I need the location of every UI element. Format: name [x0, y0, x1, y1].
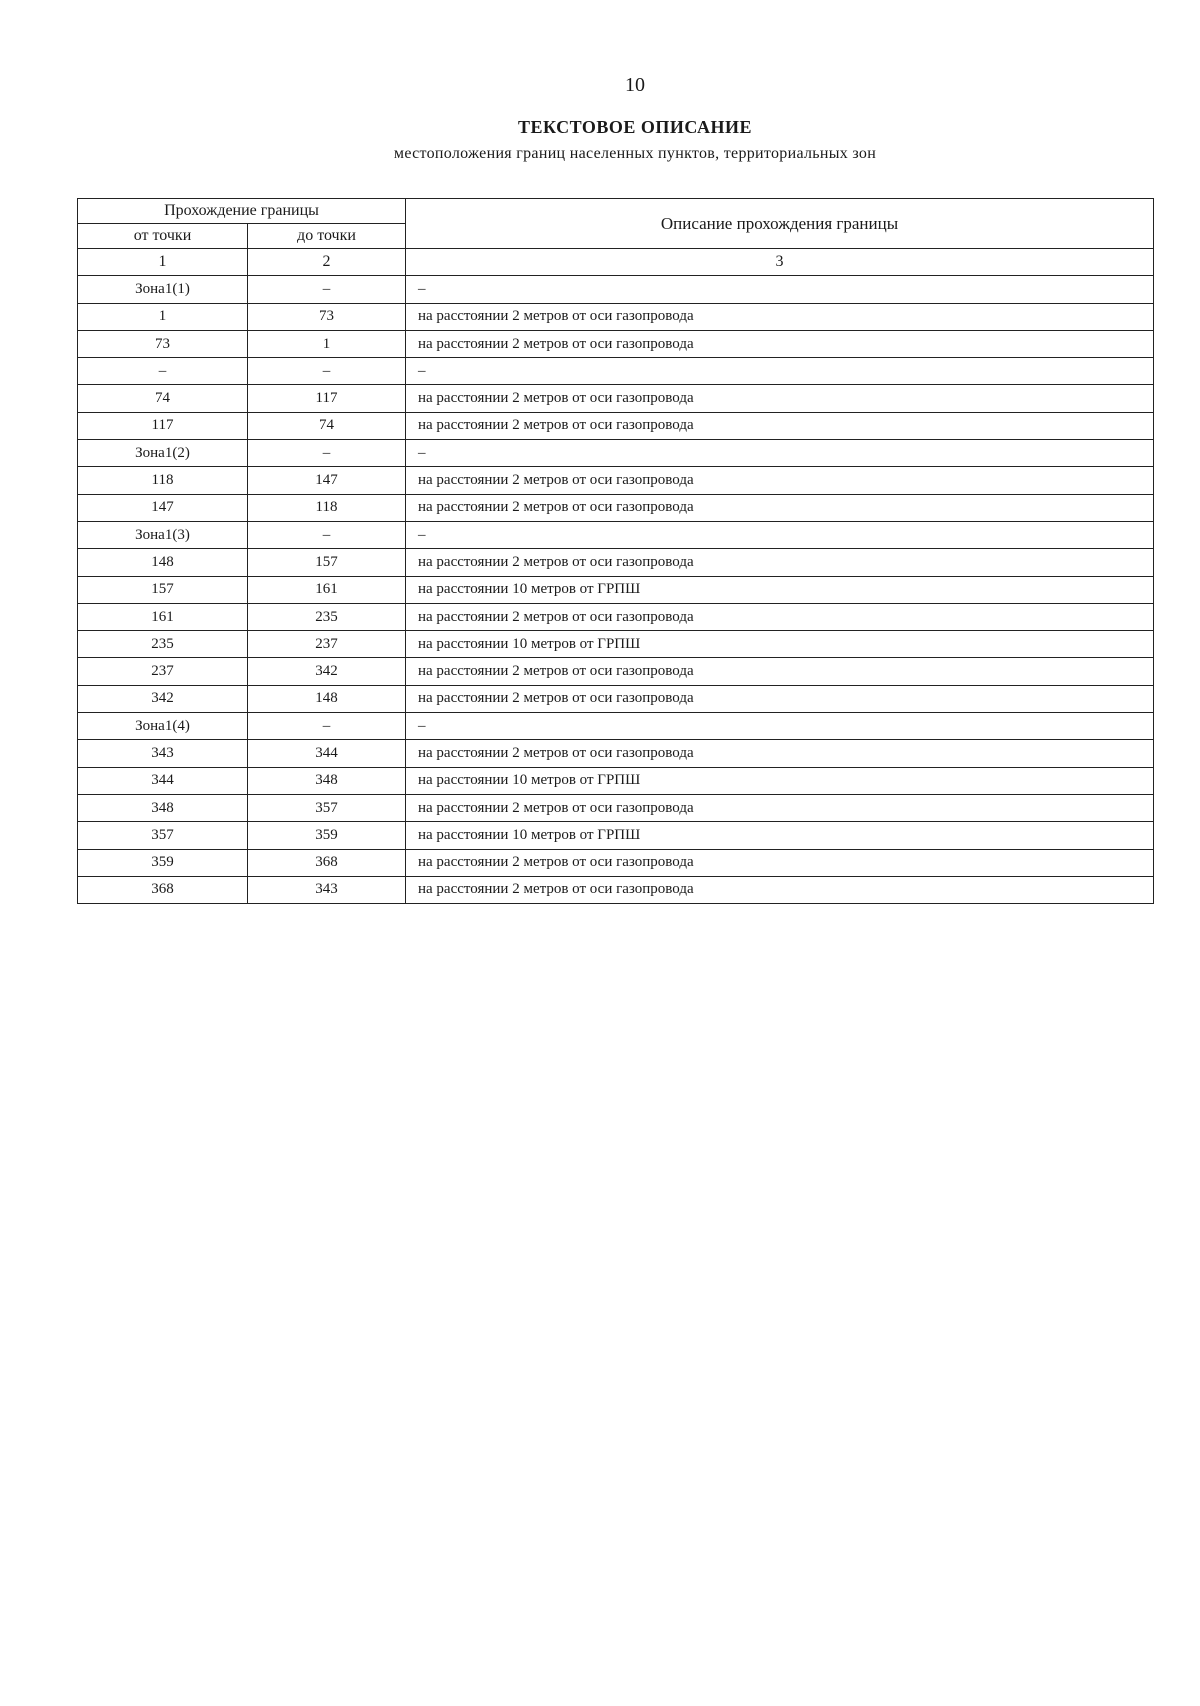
table-row [78, 494, 1154, 521]
document-title: ТЕКСТОВОЕ ОПИСАНИЕ [517, 117, 752, 137]
table-row [78, 576, 1154, 603]
cell-description: на расстоянии 2 метров от оси газопровода [406, 385, 1154, 412]
cell-to-point: 342 [248, 658, 406, 685]
cell-description: на расстоянии 2 метров от оси газопровода [406, 603, 1154, 630]
cell-description: – [406, 521, 1154, 548]
table-row [78, 467, 1154, 494]
cell-to-point: 1 [248, 330, 406, 357]
page-number: 10 [625, 74, 645, 96]
cell-to-point: 117 [248, 385, 406, 412]
header-boundary-description: Описание прохождения границы [406, 199, 1154, 249]
table-row [78, 276, 1154, 303]
cell-to-point: 161 [248, 576, 406, 603]
table-row [78, 549, 1154, 576]
cell-from-point: 237 [78, 658, 248, 685]
cell-from-point: Зона1(2) [78, 440, 248, 467]
table-row [78, 412, 1154, 439]
cell-to-point: 148 [248, 685, 406, 712]
cell-to-point: 237 [248, 631, 406, 658]
cell-from-point: 73 [78, 330, 248, 357]
cell-from-point: Зона1(4) [78, 713, 248, 740]
cell-description: на расстоянии 2 метров от оси газопровода [406, 740, 1154, 767]
cell-to-point: – [248, 713, 406, 740]
cell-description: на расстоянии 2 метров от оси газопровода [406, 658, 1154, 685]
table-row [78, 658, 1154, 685]
cell-description: на расстоянии 2 метров от оси газопровода [406, 330, 1154, 357]
cell-description: на расстоянии 2 метров от оси газопровода [406, 494, 1154, 521]
cell-from-point: 118 [78, 467, 248, 494]
column-number-3: 3 [406, 249, 1154, 276]
cell-from-point: 161 [78, 603, 248, 630]
cell-description: на расстоянии 10 метров от ГРПШ [406, 767, 1154, 794]
table-row [78, 330, 1154, 357]
cell-to-point: 348 [248, 767, 406, 794]
table-row [78, 767, 1154, 794]
table-row [78, 385, 1154, 412]
cell-to-point: 343 [248, 876, 406, 903]
table-row [78, 685, 1154, 712]
header-from-point: от точки [78, 224, 248, 249]
cell-to-point: 73 [248, 303, 406, 330]
cell-from-point: 344 [78, 767, 248, 794]
cell-from-point: 235 [78, 631, 248, 658]
cell-to-point: 157 [248, 549, 406, 576]
header-boundary-passage: Прохождение границы [78, 199, 406, 224]
cell-description: – [406, 358, 1154, 385]
cell-from-point: 74 [78, 385, 248, 412]
cell-to-point: 359 [248, 822, 406, 849]
cell-from-point: 1 [78, 303, 248, 330]
cell-to-point: 368 [248, 849, 406, 876]
table-row [78, 849, 1154, 876]
cell-from-point: 117 [78, 412, 248, 439]
cell-to-point: 344 [248, 740, 406, 767]
boundary-description-table [77, 198, 1154, 904]
table-body [78, 276, 1154, 904]
header-row-column-numbers [78, 249, 1154, 276]
header-row-group [78, 199, 1154, 224]
cell-description: на расстоянии 2 метров от оси газопровода [406, 794, 1154, 821]
cell-description: на расстоянии 2 метров от оси газопровода [406, 685, 1154, 712]
cell-from-point: 157 [78, 576, 248, 603]
cell-from-point: 147 [78, 494, 248, 521]
cell-description: – [406, 276, 1154, 303]
cell-description: на расстоянии 2 метров от оси газопровода [406, 876, 1154, 903]
cell-from-point: Зона1(3) [78, 521, 248, 548]
cell-to-point: – [248, 358, 406, 385]
cell-from-point: 343 [78, 740, 248, 767]
document-subtitle: местоположения границ населенных пунктов, территориальных зон [393, 145, 877, 162]
column-number-2: 2 [248, 249, 406, 276]
table-row [78, 876, 1154, 903]
cell-from-point: 342 [78, 685, 248, 712]
cell-to-point: 118 [248, 494, 406, 521]
cell-description: на расстоянии 10 метров от ГРПШ [406, 631, 1154, 658]
table-row [78, 794, 1154, 821]
table-row [78, 822, 1154, 849]
cell-to-point: 235 [248, 603, 406, 630]
cell-description: – [406, 713, 1154, 740]
table-row [78, 358, 1154, 385]
cell-from-point: 357 [78, 822, 248, 849]
cell-to-point: – [248, 440, 406, 467]
cell-to-point: 147 [248, 467, 406, 494]
table-row [78, 631, 1154, 658]
cell-from-point: 148 [78, 549, 248, 576]
cell-from-point: 359 [78, 849, 248, 876]
cell-description: на расстоянии 2 метров от оси газопровода [406, 549, 1154, 576]
cell-from-point: – [78, 358, 248, 385]
cell-description: на расстоянии 2 метров от оси газопровода [406, 467, 1154, 494]
table-row [78, 303, 1154, 330]
cell-description: на расстоянии 2 метров от оси газопровода [406, 303, 1154, 330]
cell-description: на расстоянии 10 метров от ГРПШ [406, 822, 1154, 849]
cell-to-point: 357 [248, 794, 406, 821]
header-to-point: до точки [248, 224, 406, 249]
cell-to-point: – [248, 521, 406, 548]
cell-description: на расстоянии 2 метров от оси газопровода [406, 849, 1154, 876]
table-row [78, 603, 1154, 630]
cell-to-point: – [248, 276, 406, 303]
cell-from-point: 348 [78, 794, 248, 821]
column-number-1: 1 [78, 249, 248, 276]
cell-from-point: 368 [78, 876, 248, 903]
cell-description: на расстоянии 2 метров от оси газопровода [406, 412, 1154, 439]
table-row [78, 440, 1154, 467]
table-row [78, 713, 1154, 740]
cell-to-point: 74 [248, 412, 406, 439]
cell-from-point: Зона1(1) [78, 276, 248, 303]
cell-description: – [406, 440, 1154, 467]
cell-description: на расстоянии 10 метров от ГРПШ [406, 576, 1154, 603]
table-row [78, 740, 1154, 767]
table-row [78, 521, 1154, 548]
